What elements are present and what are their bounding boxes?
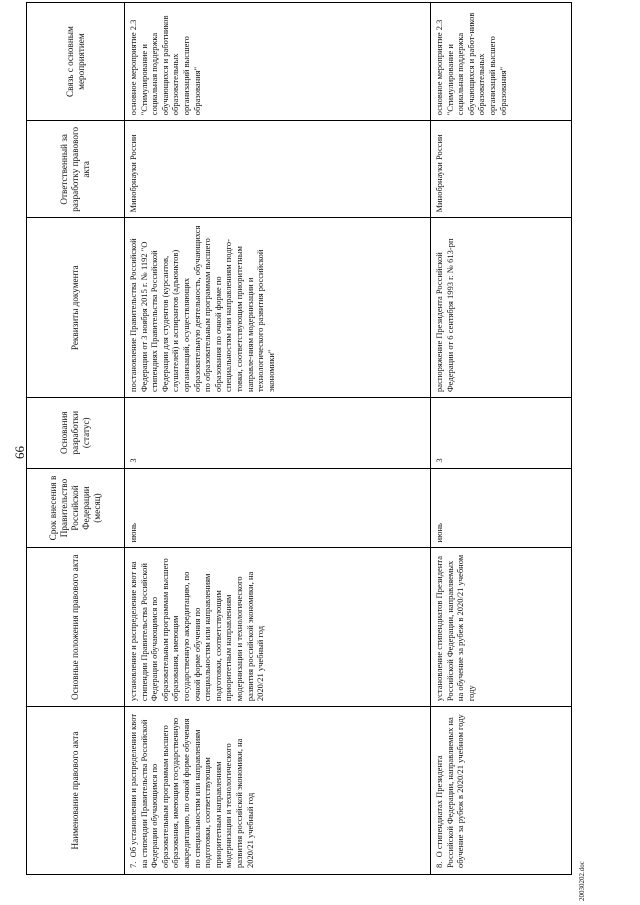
cell-deadline: июнь (431, 468, 572, 548)
cell-deadline: июнь (125, 468, 431, 548)
column-header-deadline: Срок внесения в Правительство Российской Федерации (месяц) (27, 468, 125, 548)
column-header-provisions: Основные положения правового акта (27, 548, 125, 707)
cell-name (125, 707, 431, 875)
column-header-requisites: Реквизиты документа (27, 218, 125, 397)
act-name: Об установлении и распределении квот на стипендии Правительства Российской Федерации обучающимся по образовательным программам высшего образования, имеющим государственную аккредитацию, по очной форме обучения по специальностям или направлениям подготовки, соответствующим приоритетным направлениям модернизации и технологического развития российской экономики, на 2020/21 учебный год (128, 713, 255, 868)
legal-acts-table (26, 2, 572, 875)
table-header-row (27, 3, 125, 875)
cell-link: основное мероприятие 2.3 "Стимулирование и социальная поддержка обучающихся и работ-ников образовательных организаций высшего образования" (431, 3, 572, 121)
column-header-responsible: Ответственный за разработку правового акта (27, 121, 125, 218)
file-label: 20030202.doc (578, 861, 586, 901)
cell-responsible: Минобрнауки России (431, 121, 572, 218)
column-header-name: Наименование правового акта (27, 707, 125, 875)
column-header-link: Связь с основным мероприятием (27, 3, 125, 121)
table-row (125, 3, 431, 875)
cell-link: основное мероприятие 2.3 "Стимулирование и социальная поддержка обучающихся и работников образовательных организаций высшего образования" (125, 3, 431, 121)
cell-provisions: установление стипендиатов Президента Российской Федерации, направляемых на обучение за рубеж в 2020/21 учебном году (431, 548, 572, 707)
cell-name (431, 707, 572, 875)
row-number: 7. (128, 861, 138, 868)
cell-requisites: распоряжение Президента Российской Федерации от 6 сентября 1993 г. № 613-рп (431, 218, 572, 397)
cell-basis: 3 (431, 397, 572, 468)
table-row (431, 3, 572, 875)
cell-basis: 3 (125, 397, 431, 468)
column-header-basis: Основания разработки (статус) (27, 397, 125, 468)
act-name: О стипендиатах Президента Российской Федерации, направляемых на обучение за рубеж в 2020/21 учебном году (434, 714, 466, 868)
cell-requisites: постановление Правительства Российской Федерации от 3 ноября 2015 г. № 1192 "О стипендиях Правительства Российской Федерации для студентов (курсантов, слушателей) и аспирантов (адъюнктов) организаций, осуществляющих образовательную деятельность, обучающихся по образовательным программам высшего образования по очной форме по специальностям или направлениям подго-товки, соответствующим приоритетным направле-ниям модернизации и технологического развития российской экономики" (125, 218, 431, 397)
cell-responsible: Минобрнауки России (125, 121, 431, 218)
cell-provisions: установление и распределение квот на стипендии Правительства Российской Федерации обучающимся по образовательным программам высшего образования, имеющим государственную аккредитацию, по очной форме обучения по специальностям или направлениям подготовки, соответствующим приоритетным направлениям модернизации и технологического развития российской экономики, на 2020/21 учебный год (125, 548, 431, 707)
page-number: 66 (12, 446, 27, 459)
row-number: 8. (434, 861, 444, 868)
